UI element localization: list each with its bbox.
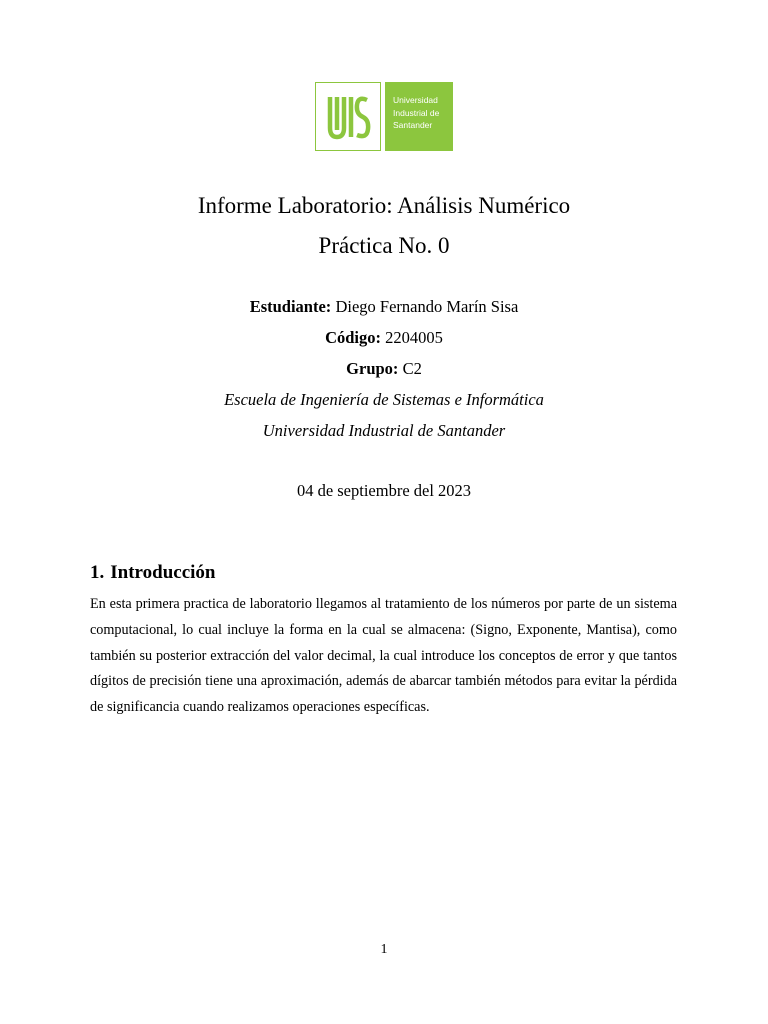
uis-monogram-icon — [325, 92, 371, 142]
logo-name-line: Santander — [393, 120, 433, 130]
introduction-paragraph: En esta primera practica de laboratorio llegamos al tratamiento de los números por parte de un sistema computacional, lo cual incluye la forma en la cual se almacena: (Signo, Exponente, Mantisa), como también su posterior extracción del valor decimal, la cual introduce los conceptos de error y que tantos dígitos de precisión tiene una aproximación, además de abarcar también métodos para evitar la pérdida de significancia cuando realizamos operaciones específicas. — [90, 596, 677, 716]
section-heading — [90, 561, 215, 585]
report-title: Informe Laboratorio: Análisis Numérico — [197, 193, 571, 218]
logo-name-line: Industrial de — [393, 107, 440, 118]
practice-number: Práctica No. 0 — [318, 233, 450, 258]
logo-name-line: Universidad — [393, 95, 438, 105]
student-name: Diego Fernando Marín Sisa — [331, 297, 519, 316]
page-number: 1 — [380, 942, 388, 957]
section-number: 1. — [90, 562, 105, 583]
code-label: Código: — [325, 328, 382, 347]
code-value: 2204005 — [381, 328, 443, 347]
code-line — [0, 328, 768, 348]
report-date: 04 de septiembre del 2023 — [296, 481, 472, 500]
group-line — [0, 359, 768, 379]
student-label: Estudiante: — [249, 297, 332, 316]
university-name: Universidad Industrial de Santander — [262, 421, 506, 440]
school-name: Escuela de Ingeniería de Sistemas e Informática — [224, 390, 544, 409]
group-value: C2 — [398, 359, 422, 378]
uis-logo — [315, 82, 453, 153]
section-title: Introducción — [110, 562, 216, 583]
student-line — [0, 297, 768, 317]
uis-logo-name — [385, 82, 453, 151]
uis-logo-mark — [315, 82, 381, 151]
group-label: Grupo: — [346, 359, 399, 378]
